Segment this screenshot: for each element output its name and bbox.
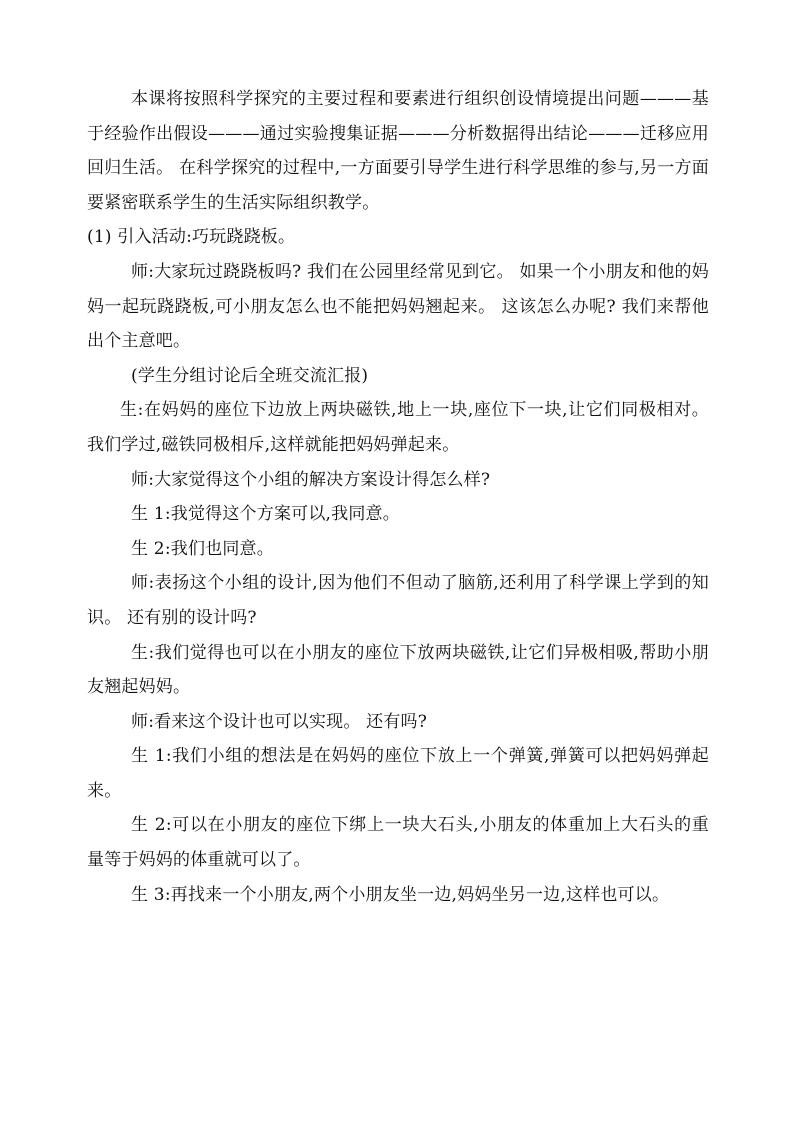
paragraph-student-magnet: 生:在妈妈的座位下边放上两块磁铁,地上一块,座位下一块,让它们同极相对。 我们学过,磁铁同极相斥,这样就能把妈妈弹起来。 (87, 400, 709, 455)
paragraph-student-1-spring: 生 1:我们小组的想法是在妈妈的座位下放上一个弹簧,弹簧可以把妈妈弹起来。 (87, 746, 709, 801)
paragraph-student-3-friend: 生 3:再找来一个小朋友,两个小朋友坐一边,妈妈坐另一边,这样也可以。 (131, 884, 670, 905)
paragraph-intro: 本课将按照科学探究的主要过程和要素进行组织创设情境提出问题———基于经验作出假设———通过实验搜集证据———分析数据得出结论———迁移应用回归生活。 在科学探究的过程中,一方面要引导学生进行科学思维的参与,另一方面要紧密联系学生的生活实际组织教学。 (87, 89, 709, 213)
paragraph-teacher-praise: 师:表扬这个小组的设计,因为他们不但动了脑筋,还利用了科学课上学到的知识。 还有别的设计吗? (87, 573, 709, 628)
paragraph-student-1-agree: 生 1:我觉得这个方案可以,我同意。 (131, 504, 400, 525)
paragraph-group-discussion: (学生分组讨论后全班交流汇报) (131, 365, 369, 386)
paragraph-section-heading: (1) 引入活动:巧玩跷跷板。 (87, 227, 296, 248)
paragraph-teacher-question: 师:大家玩过跷跷板吗? 我们在公园里经常见到它。 如果一个小朋友和他的妈妈一起玩跷跷板,可小朋友怎么也不能把妈妈翘起来。 这该怎么办呢? 我们来帮他出个主意吧。 (87, 261, 709, 352)
paragraph-teacher-more: 师:看来这个设计也可以实现。 还有吗? (131, 711, 428, 732)
paragraph-student-2-stone: 生 2:可以在小朋友的座位下绑上一块大石头,小朋友的体重加上大石头的重量等于妈妈的体重就可以了。 (87, 815, 709, 871)
document-body (87, 82, 709, 912)
paragraph-student-attract: 生:我们觉得也可以在小朋友的座位下放两块磁铁,让它们异极相吸,帮助小朋友翘起妈妈。 (87, 642, 709, 698)
paragraph-student-2-agree: 生 2:我们也同意。 (131, 538, 274, 559)
paragraph-teacher-evaluate: 师:大家觉得这个小组的解决方案设计得怎么样? (131, 469, 491, 490)
